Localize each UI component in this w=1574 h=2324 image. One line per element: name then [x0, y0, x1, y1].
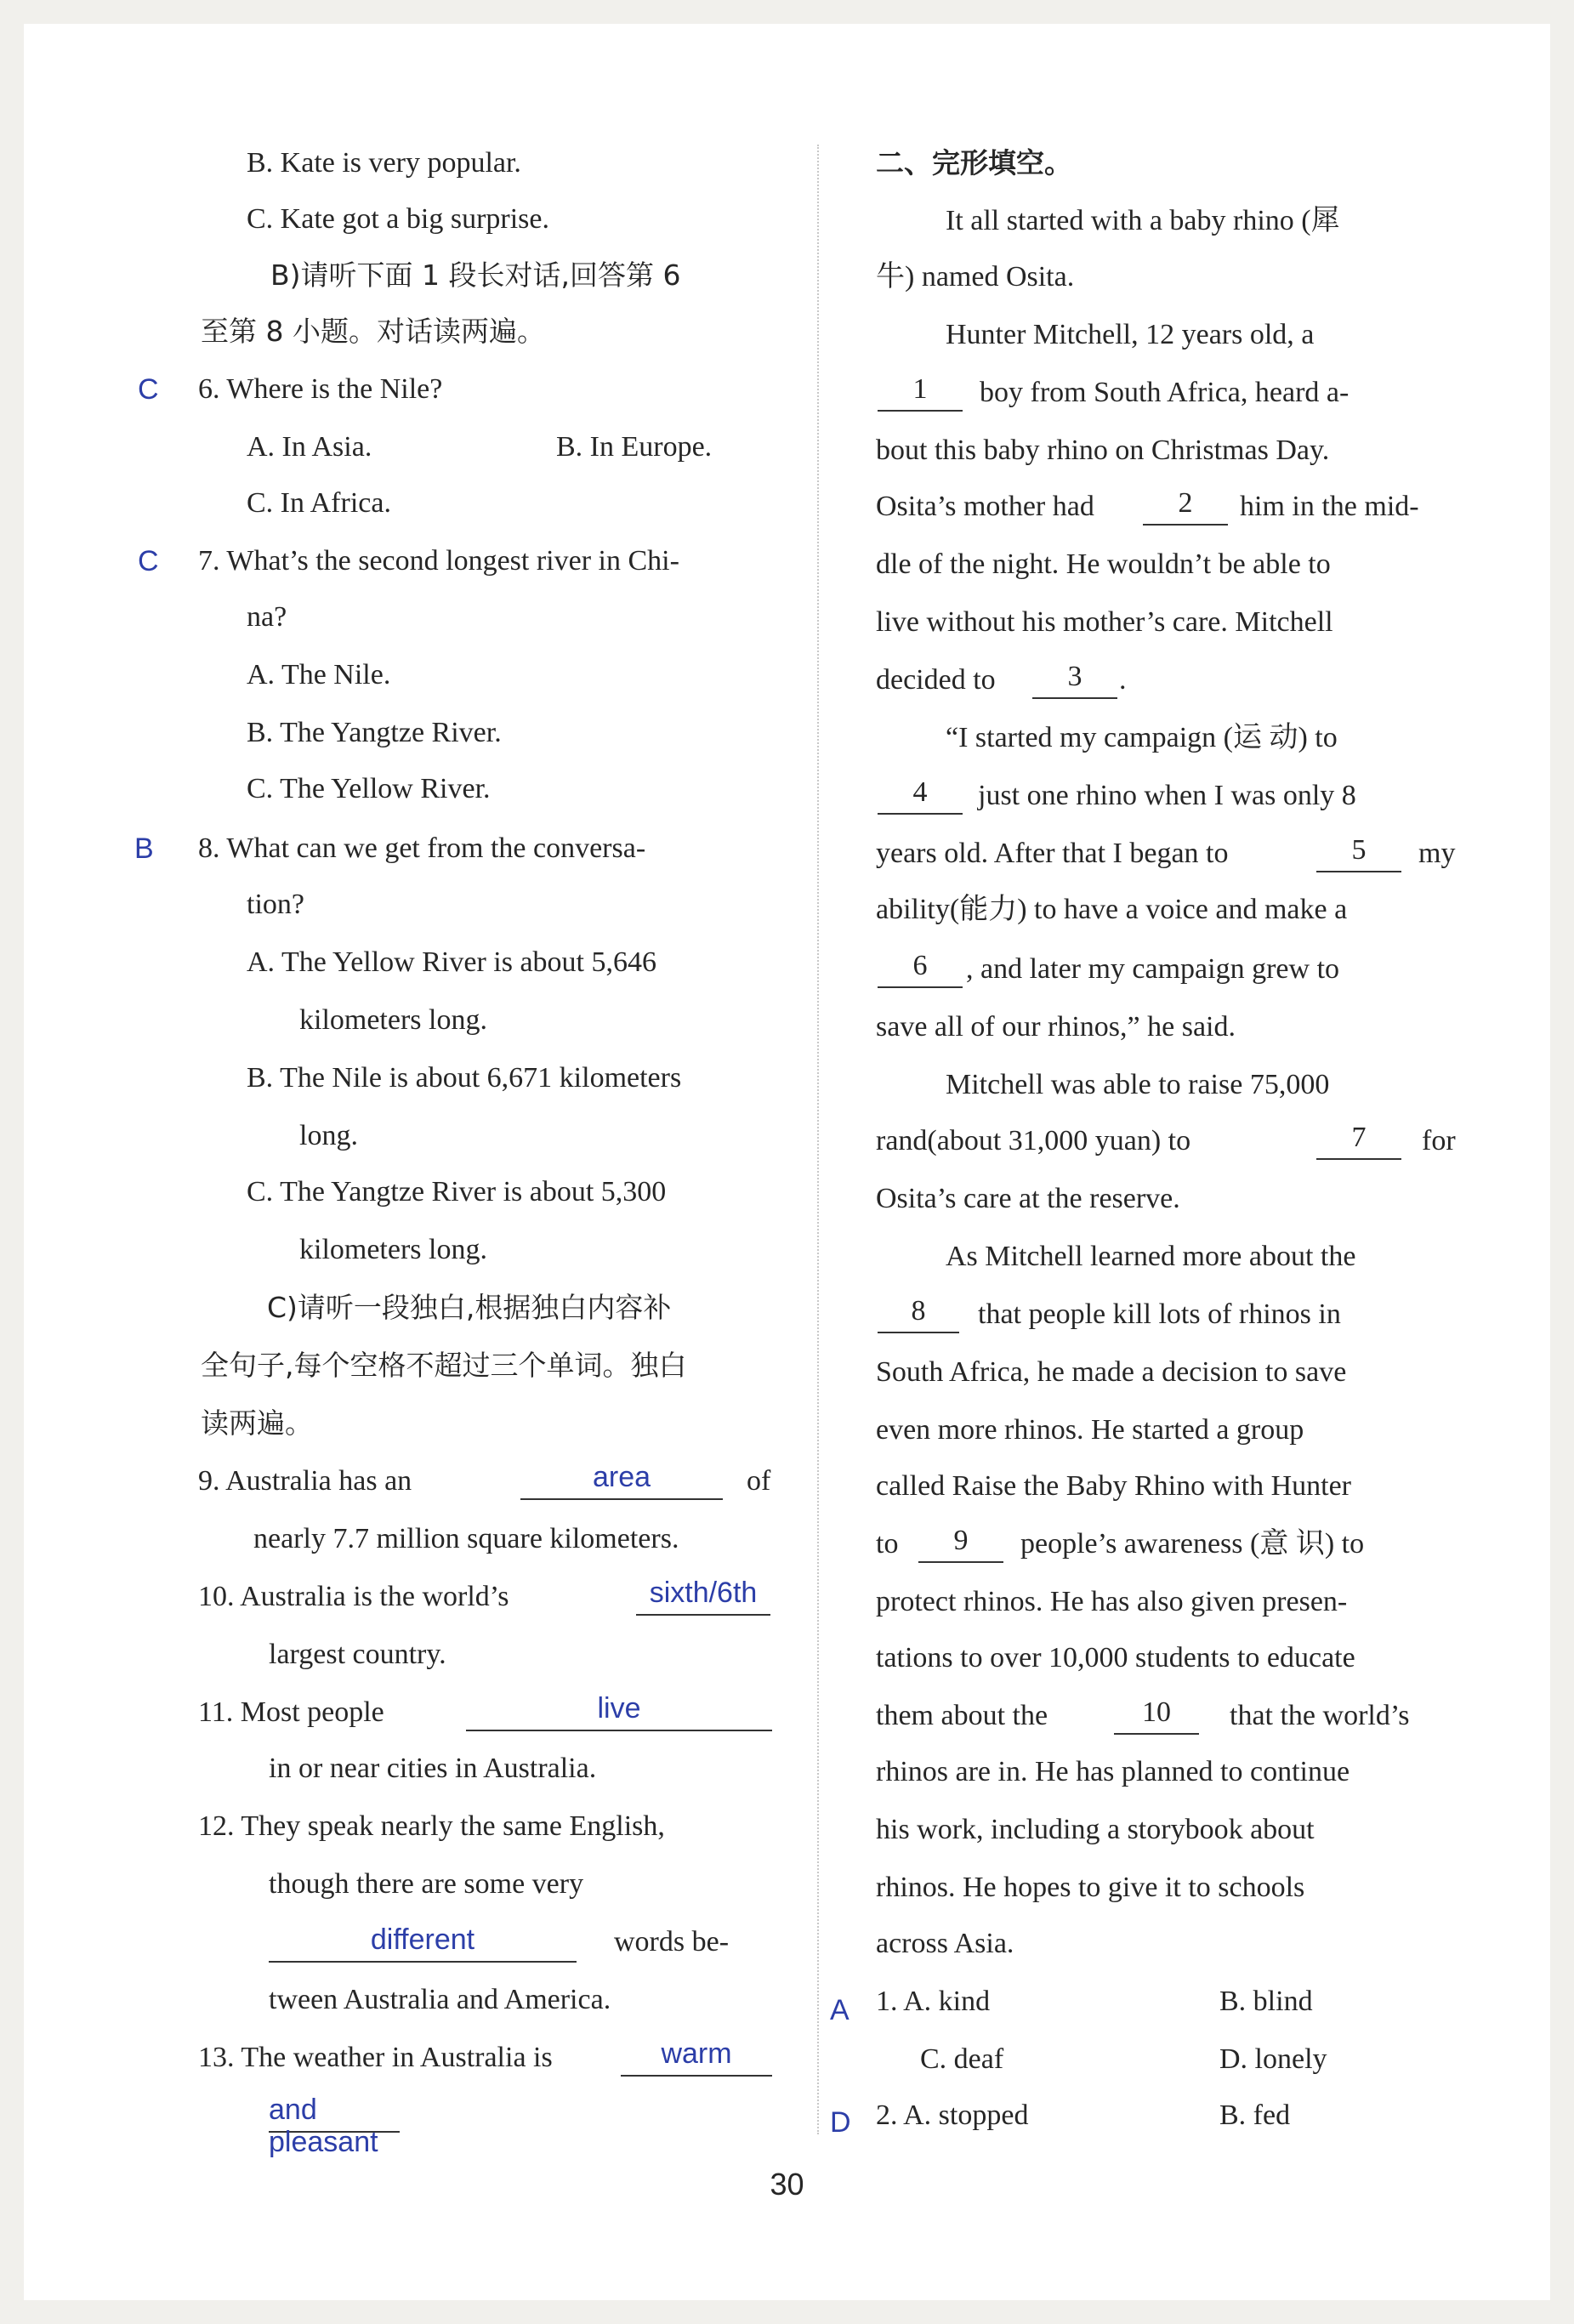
- cloze-blank-number: 6: [912, 950, 928, 981]
- passage-line: decided to: [876, 664, 996, 696]
- worksheet-page: [24, 24, 1550, 2300]
- q7-stem: 7. What’s the second longest river in Chi-: [198, 545, 679, 577]
- cloze-blank-number: 7: [1351, 1122, 1367, 1153]
- q7-option-c: C. The Yellow River.: [247, 773, 491, 804]
- q13-blank: [621, 2037, 772, 2077]
- q8-option-a: A. The Yellow River is about 5,646: [247, 946, 656, 978]
- cloze-q2-option-b: B. fed: [1219, 2100, 1291, 2131]
- passage-line: to: [876, 1528, 899, 1560]
- q10-answer: sixth/6th: [649, 1577, 758, 1609]
- q6-stem: 6. Where is the Nile?: [198, 373, 443, 405]
- cloze-q1-option-c: C. deaf: [920, 2043, 1004, 2075]
- passage-line: for: [1422, 1125, 1456, 1156]
- passage-line: called Raise the Baby Rhino with Hunter: [876, 1470, 1351, 1502]
- q12-stem-end: tween Australia and America.: [269, 1984, 611, 2015]
- cloze-q1-option-d: D. lonely: [1219, 2043, 1327, 2075]
- q7-stem-cont: na?: [247, 601, 287, 633]
- passage-line: that the world’s: [1230, 1700, 1410, 1731]
- cloze-blank-number: 10: [1142, 1696, 1171, 1728]
- cloze-q1-answer-mark: A: [830, 1994, 850, 2026]
- passage-line: people’s awareness (意 识) to: [1020, 1528, 1365, 1560]
- cloze-blank-3: [1032, 660, 1117, 699]
- passage-line: rhinos are in. He has planned to continue: [876, 1756, 1350, 1787]
- q9-stem-cont: nearly 7.7 million square kilometers.: [253, 1523, 679, 1554]
- q13-stem: 13. The weather in Australia is: [198, 2042, 553, 2073]
- passage-line: Osita’s care at the reserve.: [876, 1183, 1180, 1214]
- passage-line: tations to over 10,000 students to educate: [876, 1642, 1355, 1673]
- cloze-blank-4: [878, 776, 963, 815]
- cloze-blank-5: [1316, 833, 1401, 872]
- section-title-cloze: 二、完形填空。: [876, 146, 1072, 179]
- cloze-blank-number: 8: [911, 1295, 926, 1327]
- q12-stem-tail: words be-: [614, 1926, 730, 1958]
- cloze-blank-2: [1143, 486, 1228, 526]
- q12-stem: 12. They speak nearly the same English,: [198, 1810, 665, 1842]
- passage-line: save all of our rhinos,” he said.: [876, 1011, 1236, 1043]
- passage-line: .: [1119, 664, 1127, 696]
- passage-line: that people kill lots of rhinos in: [978, 1298, 1341, 1330]
- cloze-blank-1: [878, 372, 963, 412]
- passage-line: rand(about 31,000 yuan) to: [876, 1125, 1191, 1156]
- q6-option-a: A. In Asia.: [247, 431, 372, 463]
- cloze-blank-6: [878, 949, 963, 988]
- cloze-blank-9: [918, 1524, 1003, 1563]
- passage-line: live without his mother’s care. Mitchell: [876, 606, 1333, 638]
- q13-answer-part1: warm: [661, 2037, 732, 2070]
- passage-line: just one rhino when I was only 8: [978, 780, 1356, 811]
- q8-option-c: C. The Yangtze River is about 5,300: [247, 1176, 667, 1207]
- q9-blank: [520, 1461, 723, 1500]
- q8-option-c-cont: kilometers long.: [299, 1234, 487, 1265]
- cloze-q1-option-a: 1. A. kind: [876, 1986, 991, 2017]
- cloze-blank-number: 1: [912, 373, 928, 405]
- q13-blank-cont: [269, 2094, 400, 2158]
- passage-line: years old. After that I began to: [876, 838, 1229, 869]
- passage-line: Osita’s mother had: [876, 491, 1094, 522]
- passage-line: bout this baby rhino on Christmas Day.: [876, 435, 1330, 466]
- q9-stem-tail: of: [747, 1465, 771, 1497]
- cloze-blank-number: 5: [1351, 834, 1367, 866]
- cloze-blank-number: 4: [912, 776, 928, 808]
- q6-option-c: C. In Africa.: [247, 487, 391, 519]
- q6-answer-mark: C: [138, 373, 159, 406]
- cloze-blank-7: [1316, 1121, 1401, 1160]
- passage-line: Mitchell was able to raise 75,000: [946, 1069, 1330, 1100]
- q8-answer-mark: B: [134, 832, 154, 865]
- section-c-instruction-cont: 全句子,每个空格不超过三个单词。独白: [201, 1349, 687, 1382]
- q5-option-c: C. Kate got a big surprise.: [247, 203, 549, 235]
- q10-stem-cont: largest country.: [269, 1639, 446, 1670]
- passage-line: protect rhinos. He has also given presen-: [876, 1586, 1348, 1617]
- passage-line: Hunter Mitchell, 12 years old, a: [946, 319, 1315, 350]
- q8-option-b-cont: long.: [299, 1120, 358, 1151]
- passage-line: rhinos. He hopes to give it to schools: [876, 1872, 1305, 1903]
- q10-blank: [636, 1577, 770, 1616]
- passage-line: As Mitchell learned more about the: [946, 1241, 1356, 1272]
- q10-stem: 10. Australia is the world’s: [198, 1581, 509, 1612]
- passage-line: ability(能力) to have a voice and make a: [876, 894, 1348, 925]
- passage-line: them about the: [876, 1700, 1048, 1731]
- cloze-blank-number: 2: [1178, 487, 1193, 519]
- cloze-q1-option-b: B. blind: [1219, 1986, 1313, 2017]
- passage-line: South Africa, he made a decision to save: [876, 1356, 1347, 1388]
- q8-stem: 8. What can we get from the conversa-: [198, 832, 646, 864]
- column-divider: [817, 145, 819, 2134]
- q9-stem: 9. Australia has an: [198, 1465, 412, 1497]
- passage-line: , and later my campaign grew to: [966, 953, 1340, 985]
- passage-line: 牛) named Osita.: [876, 261, 1075, 293]
- page-number: 30: [770, 2167, 804, 2202]
- q5-option-b: B. Kate is very popular.: [247, 147, 521, 179]
- cloze-q2-answer-mark: D: [830, 2106, 851, 2139]
- q12-stem-cont: though there are some very: [269, 1868, 584, 1900]
- q9-answer: area: [592, 1461, 651, 1493]
- q12-answer: different: [370, 1923, 475, 1956]
- q11-answer: live: [597, 1692, 641, 1725]
- q7-option-b: B. The Yangtze River.: [247, 717, 502, 748]
- q7-answer-mark: C: [138, 545, 159, 577]
- q6-option-b: B. In Europe.: [556, 431, 713, 463]
- q11-blank: [466, 1692, 772, 1731]
- passage-line: dle of the night. He wouldn’t be able to: [876, 548, 1331, 580]
- section-b-instruction: B)请听下面 1 段长对话,回答第 6: [270, 259, 681, 292]
- q8-stem-cont: tion?: [247, 889, 304, 920]
- q11-stem: 11. Most people: [198, 1696, 384, 1728]
- q12-blank: [269, 1923, 577, 1963]
- section-c-instruction-end: 读两遍。: [201, 1406, 313, 1440]
- passage-line: “I started my campaign (运 动) to: [946, 722, 1338, 753]
- cloze-blank-8: [878, 1294, 959, 1333]
- q8-option-b: B. The Nile is about 6,671 kilometers: [247, 1062, 682, 1094]
- cloze-q2-option-a: 2. A. stopped: [876, 2100, 1029, 2131]
- section-b-instruction-cont: 至第 8 小题。对话读两遍。: [201, 315, 545, 348]
- q7-option-a: A. The Nile.: [247, 659, 391, 690]
- passage-line: him in the mid-: [1240, 491, 1419, 522]
- passage-line: my: [1418, 838, 1456, 869]
- passage-line: boy from South Africa, heard a-: [980, 377, 1350, 408]
- section-c-instruction: C)请听一段独白,根据独白内容补: [267, 1291, 672, 1324]
- cloze-blank-number: 9: [953, 1525, 969, 1556]
- q13-answer-part2: and pleasant: [269, 2094, 378, 2158]
- q8-option-a-cont: kilometers long.: [299, 1004, 487, 1036]
- q11-stem-cont: in or near cities in Australia.: [269, 1753, 597, 1784]
- cloze-blank-10: [1114, 1696, 1199, 1735]
- passage-line: even more rhinos. He started a group: [876, 1414, 1304, 1446]
- cloze-blank-number: 3: [1067, 661, 1082, 692]
- passage-line: It all started with a baby rhino (犀: [946, 205, 1340, 236]
- passage-line: his work, including a storybook about: [876, 1814, 1315, 1845]
- passage-line: across Asia.: [876, 1928, 1014, 1959]
